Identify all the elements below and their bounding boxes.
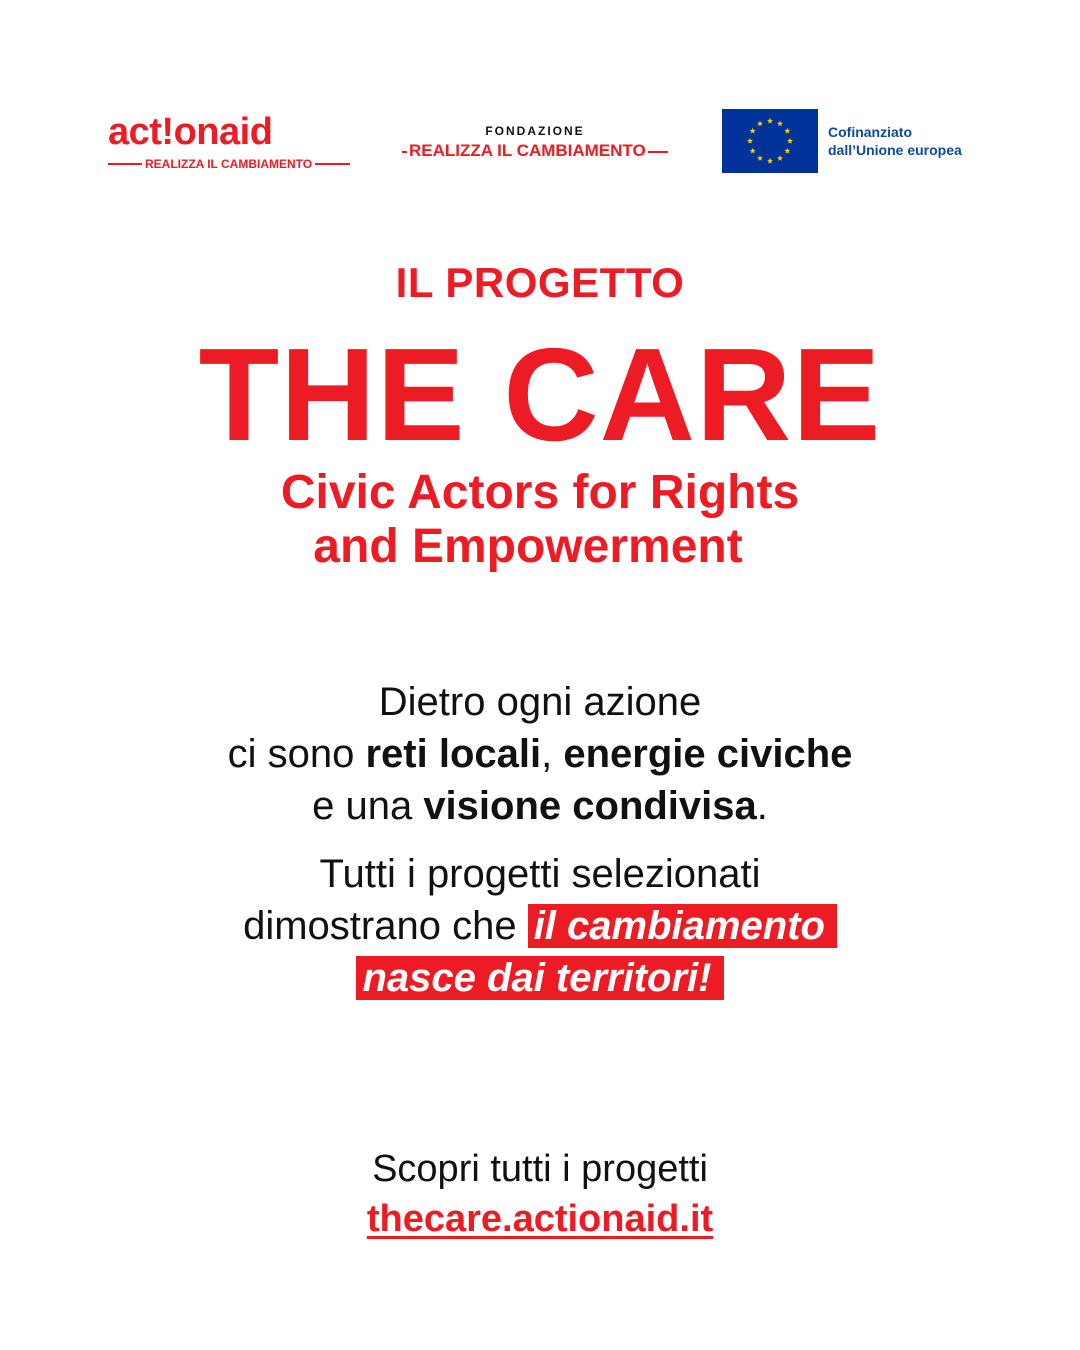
fondazione-tagline [402,141,668,161]
message-line-1: Tutti i progetti selezionati [319,852,761,896]
fondazione-label: FONDAZIONE [485,124,585,138]
highlight-nasce-dai-territori: nasce dai territori! [356,956,723,1000]
intro-text: . [756,784,768,828]
intro-line-3 [0,780,1080,832]
message-paragraph [0,848,1080,1004]
eu-star [767,158,773,164]
eu-line-1: Cofinanziato [828,124,912,140]
eu-cofunded-label [828,123,962,159]
eu-star [750,128,756,134]
cta-block [0,1144,1080,1244]
eu-star [750,148,756,154]
emphasis-energie-civiche: energie civiche [563,732,853,776]
project-title: THE CARE [198,321,882,468]
eu-star [767,118,773,124]
eu-flag-icon [722,109,818,173]
eu-star [784,148,790,154]
intro-text: e una [312,784,424,828]
project-kicker: IL PROGETTO [395,259,685,306]
subtitle-line-2: and Empowerment [313,520,743,573]
highlight-il-cambiamento: il cambiamento [528,904,837,948]
message-line-3 [0,952,1080,1004]
intro-line-2 [0,728,1080,780]
eu-star [787,138,793,144]
cta-link-row [0,1194,1080,1244]
intro-line-1: Dietro ogni azione [378,680,702,724]
eu-star [784,128,790,134]
fondazione-tagline-text: REALIZZA IL CAMBIAMENTO [409,141,646,160]
actionaid-tagline-text: REALIZZA IL CAMBIAMENTO [142,156,315,172]
eu-star [757,120,763,126]
actionaid-tagline [108,156,350,172]
cta-text: Scopri tutti i progetti [372,1148,708,1190]
emphasis-visione-condivisa: visione condivisa [423,784,757,828]
message-line-2 [0,900,1080,952]
website-link[interactable]: thecare.actionaid.it [366,1198,714,1240]
intro-text: , [541,732,564,776]
eu-star [757,155,763,161]
eu-star [777,155,783,161]
actionaid-logo [108,112,350,172]
eu-line-2: dall’Unione europea [828,142,962,158]
intro-paragraph [0,676,1080,832]
subtitle-line-1: Civic Actors for Rights [280,466,800,519]
fondazione-logo [402,124,668,164]
actionaid-wordmark: act!onaid [108,111,273,153]
message-text: dimostrano che [243,904,528,948]
intro-text: ci sono [227,732,366,776]
eu-star [747,138,753,144]
emphasis-reti-locali: reti locali [365,732,542,776]
eu-star [777,120,783,126]
project-subtitle [0,466,1080,574]
